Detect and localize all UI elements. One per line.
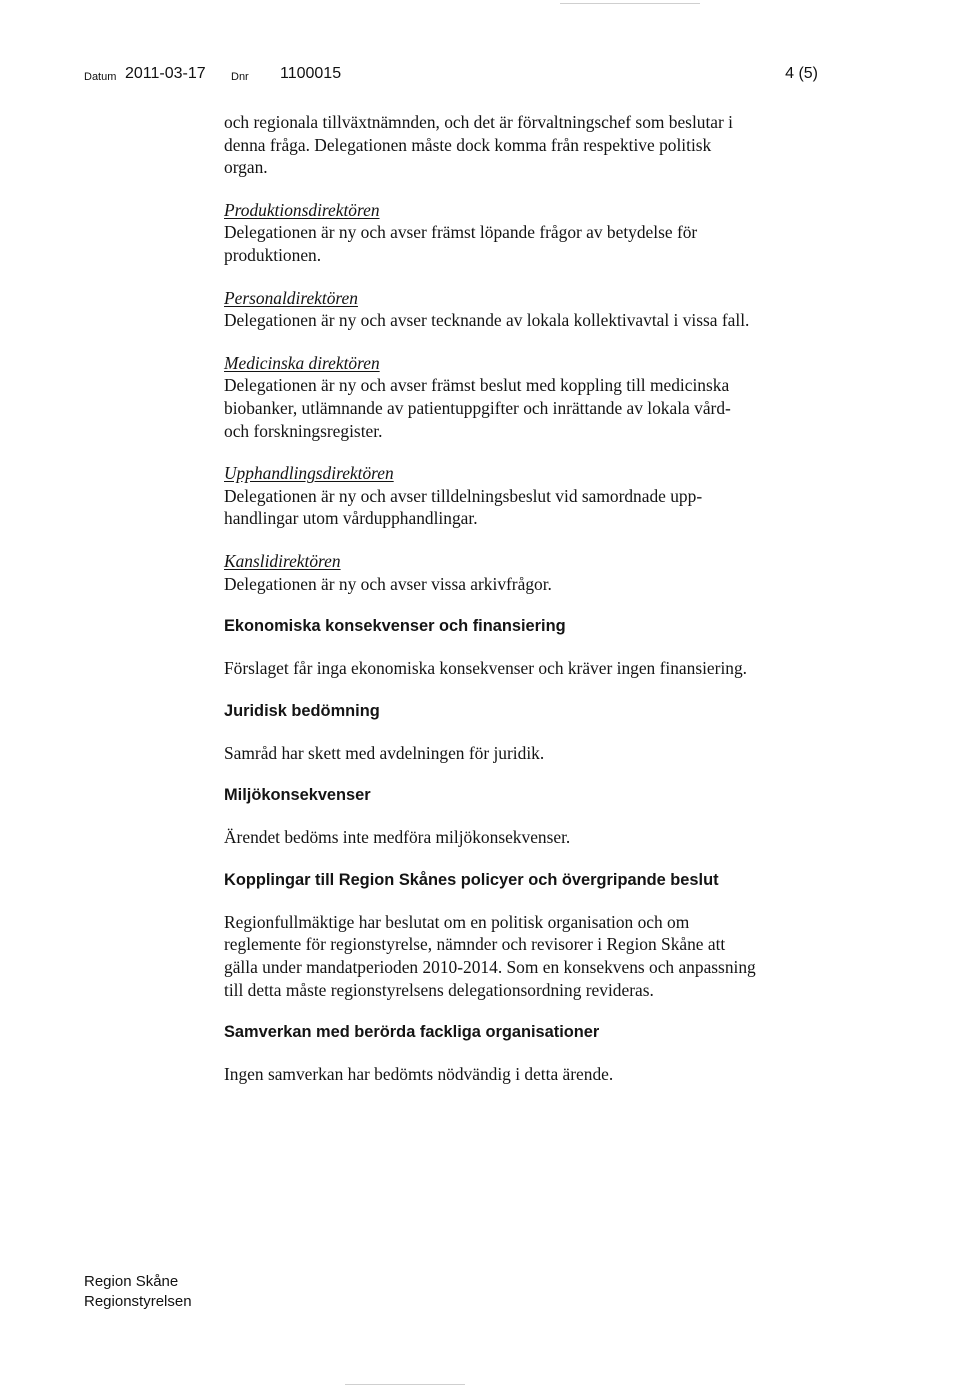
document-footer — [84, 1272, 192, 1312]
footer-body: Regionstyrelsen — [84, 1293, 192, 1310]
text-line: Ärendet bedöms inte medföra miljökonsekvenser. — [224, 827, 571, 848]
document-header — [84, 64, 818, 88]
text-line: reglemente för regionstyrelse, nämnder och revisorer i Region Skåne att — [224, 934, 726, 955]
text-line: Delegationen är ny och avser tilldelningsbeslut vid samordnade upp- — [224, 485, 703, 506]
document-body — [224, 111, 840, 1106]
scan-artifact — [560, 3, 700, 4]
section-heading: Kopplingar till Region Skånes policyer och övergripande beslut — [224, 870, 719, 889]
date-value: 2011-03-17 — [125, 65, 206, 82]
text-line: biobanker, utlämnande av patientuppgifter och inrättande av lokala vård- — [224, 397, 731, 418]
section-heading: Samverkan med berörda fackliga organisationer — [224, 1023, 600, 1042]
text-line: och forskningsregister. — [224, 420, 383, 441]
delegation-title: Personaldirektören — [224, 287, 358, 308]
text-line: och regionala tillväxtnämnden, och det är förvaltningschef som beslutar i — [224, 112, 733, 132]
dnr-value: 1100015 — [280, 65, 342, 82]
text-line: Delegationen är ny och avser tecknande av lokala kollektivavtal i vissa fall. — [224, 310, 750, 331]
section-juridisk-bedomning — [224, 700, 840, 765]
text-line: Ingen samverkan har bedömts nödvändig i detta ärende. — [224, 1064, 614, 1085]
text-line: Regionfullmäktige har beslutat om en politisk organisation och om — [224, 911, 690, 932]
date-label: Datum — [84, 71, 117, 83]
delegation-personaldirektoren — [224, 287, 840, 332]
page-number: 4 (5) — [785, 65, 818, 82]
text-line: gälla under mandatperioden 2010-2014. Som en konsekvens och anpassning — [224, 957, 756, 978]
section-heading: Miljökonsekvenser — [224, 786, 371, 805]
delegation-title: Kanslidirektören — [224, 550, 341, 571]
delegation-title: Medicinska direktören — [224, 352, 380, 373]
delegation-medicinska-direktoren — [224, 352, 840, 442]
delegation-produktionsdirektoren — [224, 199, 840, 267]
text-line: organ. — [224, 157, 268, 178]
text-line: Delegationen är ny och avser främst löpande frågor av betydelse för — [224, 222, 698, 243]
section-miljokonsekvenser — [224, 784, 840, 849]
section-heading: Juridisk bedömning — [224, 701, 380, 720]
delegation-title: Upphandlingsdirektören — [224, 463, 394, 484]
section-heading: Ekonomiska konsekvenser och finansiering — [224, 617, 566, 636]
delegation-upphandlingsdirektoren — [224, 462, 840, 530]
section-kopplingar — [224, 869, 840, 1001]
text-line: produktionen. — [224, 244, 322, 265]
intro-paragraph — [224, 111, 840, 179]
delegation-kanslidirektoren — [224, 550, 840, 595]
text-line: Samråd har skett med avdelningen för juridik. — [224, 742, 545, 763]
delegation-title: Produktionsdirektören — [224, 199, 380, 220]
text-line: Delegationen är ny och avser främst beslut med koppling till medicinska — [224, 375, 730, 396]
text-line: handlingar utom vårdupphandlingar. — [224, 508, 478, 529]
text-line: Förslaget får inga ekonomiska konsekvenser och kräver ingen finansiering. — [224, 658, 748, 679]
text-line: Delegationen är ny och avser vissa arkivfrågor. — [224, 573, 552, 594]
dnr-label: Dnr — [231, 71, 249, 83]
scan-artifact — [345, 1384, 465, 1385]
section-samverkan — [224, 1021, 840, 1086]
text-line: denna fråga. Delegationen måste dock komma från respektive politisk — [224, 134, 712, 155]
section-ekonomiska-konsekvenser — [224, 615, 840, 680]
footer-organization: Region Skåne — [84, 1273, 179, 1290]
text-line: till detta måste regionstyrelsens delegationsordning revideras. — [224, 979, 654, 1000]
